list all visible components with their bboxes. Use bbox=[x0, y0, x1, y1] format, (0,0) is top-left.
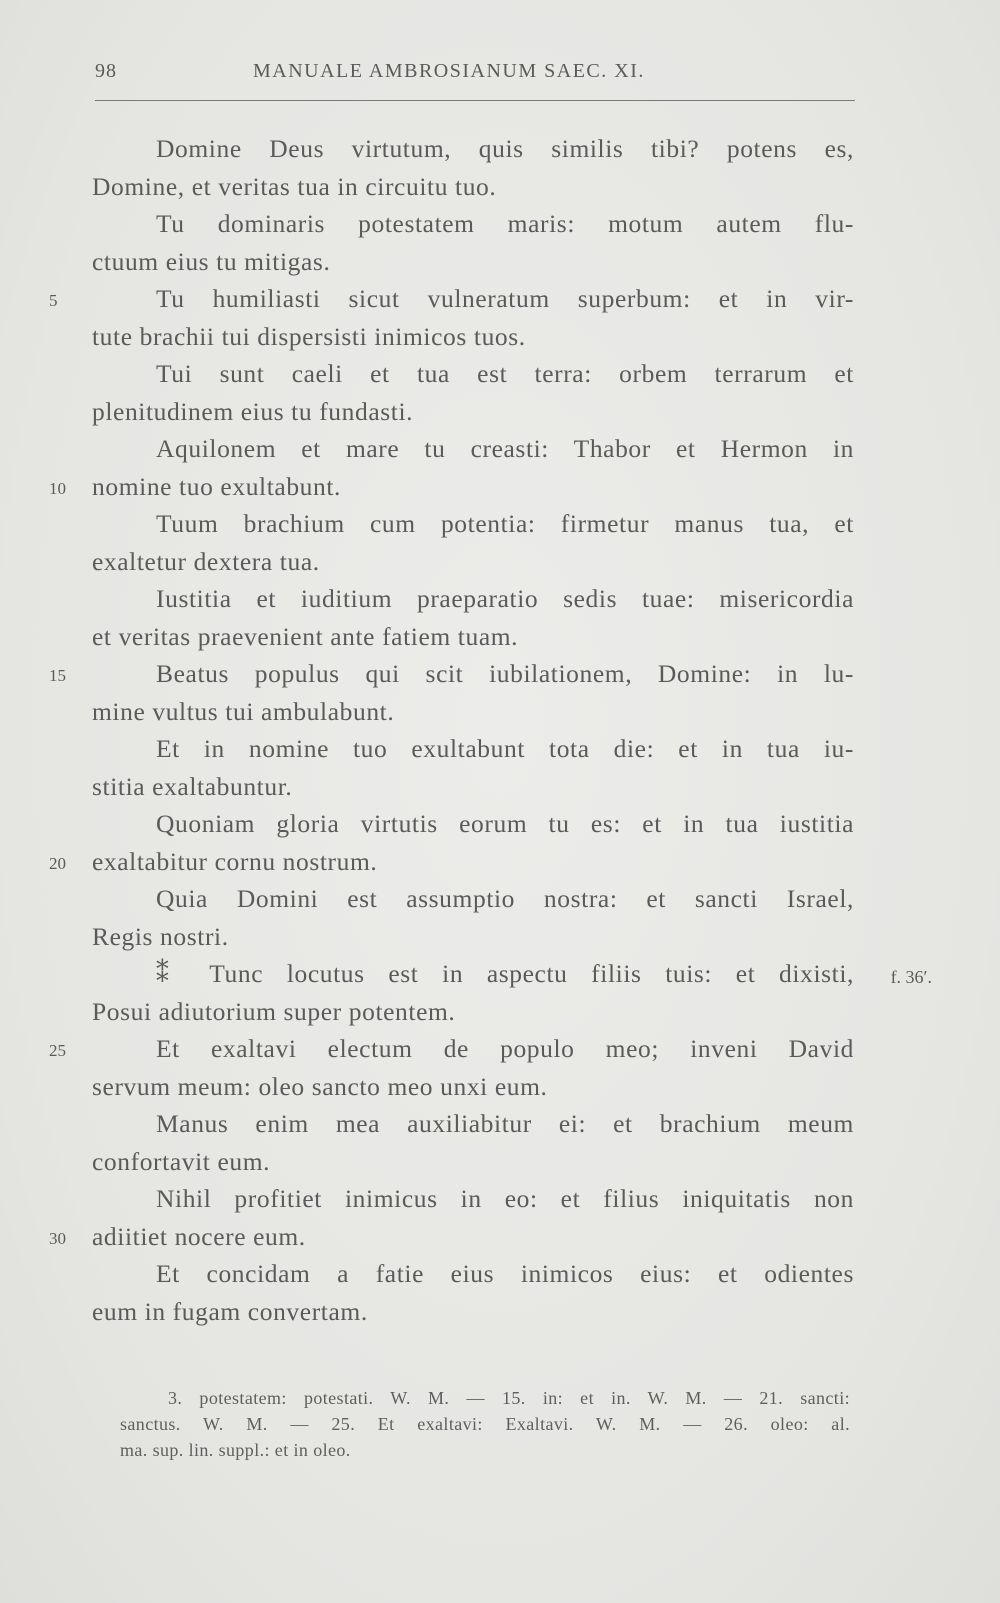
text-line bbox=[92, 1143, 854, 1181]
text-line bbox=[92, 1068, 854, 1106]
text-line bbox=[49, 843, 854, 881]
line-number: 15 bbox=[49, 666, 66, 685]
line-text: Domine Deus virtutum, quis similis tibi? potens es, bbox=[156, 134, 854, 163]
text-line bbox=[92, 355, 854, 393]
line-text: servum meum: oleo sancto meo unxi eum. bbox=[92, 1071, 548, 1101]
text-line bbox=[49, 468, 854, 506]
line-text: adiitiet nocere eum. bbox=[92, 1221, 306, 1251]
footnote-line: ma. sup. lin. suppl.: et in oleo. bbox=[120, 1440, 351, 1460]
line-text: Manus enim mea auxiliabitur ei: et brachium meum bbox=[156, 1109, 854, 1138]
text-line bbox=[92, 730, 854, 768]
text-line bbox=[92, 543, 854, 581]
line-text: Posui adiutorium super potentem. bbox=[92, 996, 456, 1026]
line-text: Tuum brachium cum potentia: firmetur manus tua, et bbox=[156, 509, 854, 538]
text-line bbox=[49, 1218, 854, 1256]
text-line bbox=[49, 1030, 854, 1068]
footnote-line: 3. potestatem: potestati. W. M. — 15. in: et in. W. M. — 21. sancti: bbox=[168, 1388, 850, 1408]
line-number: 10 bbox=[49, 478, 66, 498]
line-text: stitia exaltabuntur. bbox=[92, 771, 293, 801]
text-line bbox=[92, 693, 854, 731]
line-text: exaltabitur cornu nostrum. bbox=[92, 846, 378, 876]
line-text: Iustitia et iuditium praeparatio sedis tuae: misericordia bbox=[156, 584, 854, 613]
text-line bbox=[92, 1293, 854, 1331]
text-line bbox=[92, 918, 854, 956]
header-rule bbox=[95, 100, 855, 101]
line-text: Tui sunt caeli et tua est terra: orbem terrarum et bbox=[156, 359, 854, 388]
line-text: Et concidam a fatie eius inimicos eius: et odientes bbox=[156, 1259, 854, 1288]
text-line bbox=[92, 1255, 854, 1293]
text-line bbox=[92, 768, 854, 806]
text-line bbox=[92, 618, 854, 656]
line-text: exaltetur dextera tua. bbox=[92, 546, 320, 576]
line-text: Aquilonem et mare tu creasti: Thabor et Hermon in bbox=[156, 434, 854, 463]
line-text: Regis nostri. bbox=[92, 921, 229, 951]
text-line bbox=[92, 243, 854, 281]
line-text: ctuum eius tu mitigas. bbox=[92, 246, 331, 276]
line-number: 20 bbox=[49, 853, 66, 873]
folio-marginal-note: f. 36′. bbox=[890, 967, 932, 987]
line-text: et veritas praevenient ante fatiem tuam. bbox=[92, 621, 519, 651]
text-line bbox=[92, 205, 854, 243]
text-line bbox=[92, 318, 854, 356]
running-title: MANUALE AMBROSIANUM SAEC. XI. bbox=[253, 60, 645, 82]
text-line bbox=[92, 993, 854, 1031]
line-text: Quia Domini est assumptio nostra: et sancti Israel, bbox=[156, 884, 854, 913]
text-line bbox=[92, 955, 932, 993]
page-number: 98 bbox=[95, 60, 117, 82]
line-text: tute brachii tui dispersisti inimicos tuos. bbox=[92, 321, 526, 351]
line-text: Tu dominaris potestatem maris: motum autem flu- bbox=[156, 209, 854, 238]
text-line bbox=[49, 655, 854, 693]
text-line bbox=[92, 1180, 854, 1218]
line-text: Nihil profitiet inimicus in eo: et filius iniquitatis non bbox=[156, 1184, 854, 1213]
line-text: eum in fugam convertam. bbox=[92, 1296, 368, 1326]
line-number: 5 bbox=[49, 291, 58, 310]
text-line bbox=[92, 805, 854, 843]
page-header bbox=[95, 60, 855, 90]
line-text: Et exaltavi electum de populo meo; inveni David bbox=[156, 1034, 854, 1063]
text-line bbox=[92, 130, 854, 168]
text-line bbox=[92, 430, 854, 468]
text-line bbox=[92, 505, 854, 543]
line-number: 25 bbox=[49, 1041, 66, 1060]
line-text: nomine tuo exultabunt. bbox=[92, 471, 342, 501]
line-number: 30 bbox=[49, 1228, 66, 1248]
line-text: Tu humiliasti sicut vulneratum superbum: et in vir- bbox=[156, 284, 854, 313]
line-text: mine vultus tui ambulabunt. bbox=[92, 696, 395, 726]
body-text bbox=[49, 130, 932, 1330]
line-text: Domine, et veritas tua in circuitu tuo. bbox=[92, 171, 497, 201]
text-line bbox=[92, 580, 854, 618]
line-text: ⁑ Tunc locutus est in aspectu filiis tuis: et dixisti, bbox=[156, 959, 854, 988]
line-text: Beatus populus qui scit iubilationem, Domine: in lu- bbox=[156, 659, 854, 688]
line-text: Quoniam gloria virtutis eorum tu es: et in tua iustitia bbox=[156, 809, 854, 838]
text-line bbox=[92, 168, 854, 206]
text-line bbox=[92, 393, 854, 431]
text-line bbox=[49, 280, 854, 318]
footnotes bbox=[120, 1385, 850, 1463]
line-text: confortavit eum. bbox=[92, 1146, 271, 1176]
line-text: plenitudinem eius tu fundasti. bbox=[92, 396, 414, 426]
footnote-line: sanctus. W. M. — 25. Et exaltavi: Exaltavi. W. M. — 26. oleo: al. bbox=[120, 1414, 850, 1434]
text-line bbox=[92, 880, 854, 918]
line-text: Et in nomine tuo exultabunt tota die: et in tua iu- bbox=[156, 734, 854, 763]
text-line bbox=[92, 1105, 854, 1143]
